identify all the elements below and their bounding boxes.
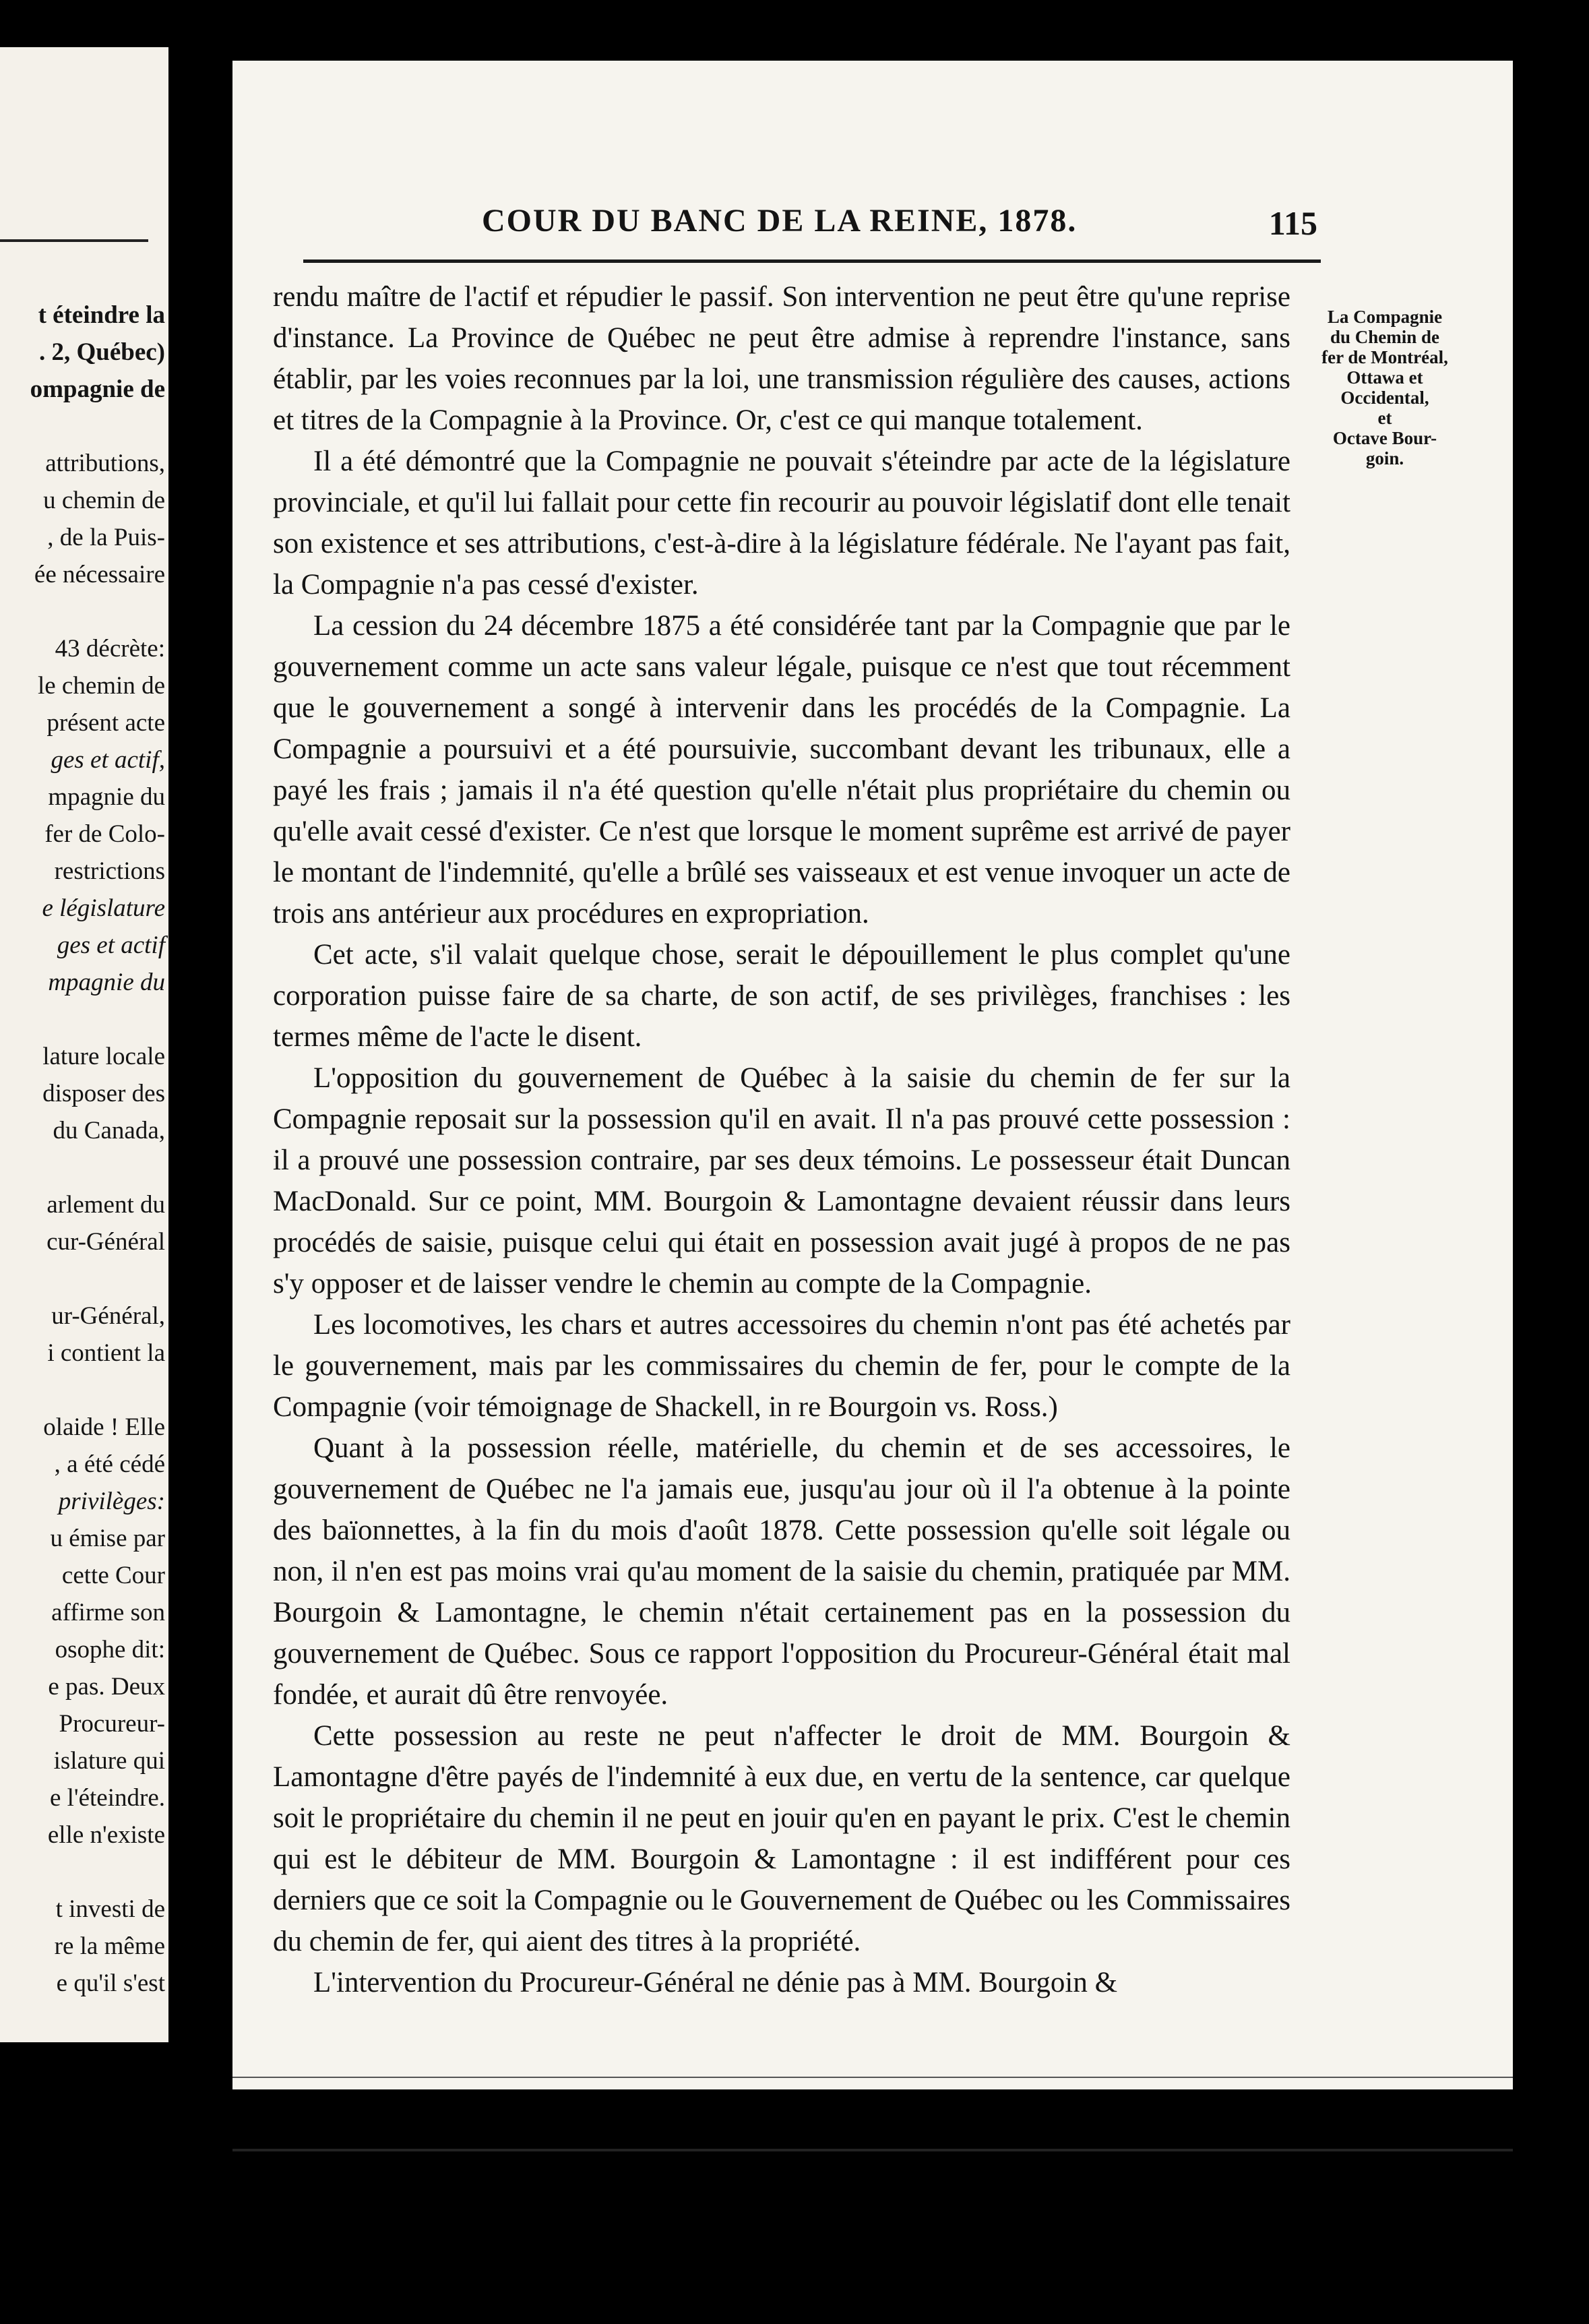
facing-page-line: osophe dit: bbox=[55, 1636, 165, 1663]
paragraph: L'intervention du Procureur-Général ne dénie pas à MM. Bourgoin & bbox=[313, 1967, 1118, 1998]
facing-page-line: présent acte bbox=[46, 709, 165, 737]
facing-page-text bbox=[0, 297, 165, 2002]
facing-page-line bbox=[0, 1260, 165, 1297]
facing-page-line: mpagnie du bbox=[48, 969, 165, 996]
facing-page-line bbox=[0, 1372, 165, 1409]
facing-page-line: ompagnie de bbox=[30, 375, 165, 403]
facing-page-line: cur-Général bbox=[46, 1228, 165, 1256]
facing-page-line bbox=[0, 1854, 165, 1891]
facing-page-line: 43 décrète: bbox=[55, 635, 165, 663]
facing-page-line: t investi de bbox=[55, 1895, 165, 1923]
facing-page-line: ur-Général, bbox=[51, 1302, 165, 1330]
facing-page-line: lature locale bbox=[42, 1043, 165, 1070]
facing-page-line: i contient la bbox=[47, 1339, 165, 1367]
facing-page-line bbox=[0, 1149, 165, 1186]
header-rule bbox=[303, 259, 1321, 263]
margin-note-line: La Compagnie bbox=[1327, 307, 1443, 327]
facing-page-line: restrictions bbox=[54, 857, 165, 885]
facing-page-line: ée nécessaire bbox=[34, 561, 165, 588]
facing-page-line: e législature bbox=[42, 894, 165, 922]
paragraph: Il a été démontré que la Compagnie ne pouvait s'éteindre par acte de la législature provinciale, et qu'il lui fallait pour cette fin recourir au pouvoir législatif dont elle tenait son existence et ses attributions, c'est-à-dire à la législature fédérale. Ne l'ayant pas fait, la Compagnie n'a pas cessé d'exister. bbox=[273, 446, 1290, 601]
margin-note-line: goin. bbox=[1365, 448, 1404, 468]
facing-page-line: re la même bbox=[54, 1932, 165, 1960]
facing-page-line: cette Cour bbox=[61, 1562, 165, 1589]
facing-page-line: mpagnie du bbox=[48, 783, 165, 811]
facing-page-line: olaide ! Elle bbox=[43, 1413, 165, 1441]
footer-rule-thin bbox=[232, 2077, 1513, 2078]
facing-page-line: disposer des bbox=[42, 1080, 165, 1107]
margin-note-line: et bbox=[1377, 408, 1392, 428]
paragraph: Quant à la possession réelle, matérielle, du chemin et de ses accessoires, le gouvernement de Québec ne l'a jamais eue, jusqu'au jour où il l'a obtenue à la pointe des baïonnettes, à la fin du mois d'août 1878. Cette possession qu'elle soit légale ou non, il n'en est pas moins vrai qu'au moment de la saisie du chemin, pratiquée par MM. Bourgoin & Lamontagne, le chemin n'était certainement pas en la possession du gouvernement de Québec. Sous ce rapport l'opposition du Procureur-Général était mal fondée, et aurait dû être renvoyée. bbox=[273, 1432, 1290, 1711]
facing-page-line: e l'éteindre. bbox=[49, 1784, 165, 1812]
facing-page-line: u chemin de bbox=[43, 487, 165, 514]
margin-note-line: du Chemin de bbox=[1330, 327, 1440, 347]
facing-page-line: u émise par bbox=[50, 1525, 165, 1552]
facing-page-fragment bbox=[0, 47, 168, 2042]
paragraph: Les locomotives, les chars et autres accessoires du chemin n'ont pas été achetés par le gouvernement, mais par les commissaires du chemin de fer, pour le compte de la Compagnie (voir témoignage de Shackell, in re Bourgoin vs. Ross.) bbox=[273, 1309, 1290, 1423]
facing-page-line: e pas. Deux bbox=[48, 1673, 165, 1701]
margin-note bbox=[1287, 307, 1483, 468]
facing-page-line: . 2, Québec) bbox=[38, 338, 165, 366]
facing-page-line: ges et actif bbox=[57, 931, 165, 959]
paragraph: La cession du 24 décembre 1875 a été considérée tant par la Compagnie que par le gouvernement comme un acte sans valeur légale, puisque ce n'est que tout récemment que le gouvernement a songé à intervenir dans les procédés de la Compagnie. La Compagnie a poursuivi et a été poursuivie, succombant devant les tribunaux, elle a payé les frais ; jamais il n'a été question qu'elle n'était plus propriétaire du chemin ou qu'elle avait cessé d'exister. Ce n'est que lorsque le moment suprême est arrivé de payer le montant de l'indemnité, qu'elle a brûlé ses vaisseaux et est venue invoquer un acte de trois ans antérieur aux procédures en expropriation. bbox=[273, 610, 1290, 929]
facing-page-line: islature qui bbox=[53, 1747, 165, 1775]
running-head: COUR DU BANC DE LA REINE, 1878. bbox=[482, 203, 1078, 239]
facing-page-line: t éteindre la bbox=[38, 301, 165, 329]
facing-page-line bbox=[0, 408, 165, 445]
facing-page-line: arlement du bbox=[46, 1191, 165, 1219]
page-number: 115 bbox=[1268, 204, 1317, 242]
facing-page-line: ges et actif, bbox=[51, 746, 165, 774]
facing-page-line: e qu'il s'est bbox=[56, 1969, 165, 1997]
page bbox=[232, 61, 1513, 2089]
facing-page-line: elle n'existe bbox=[47, 1821, 165, 1849]
facing-page-line bbox=[0, 593, 165, 630]
paragraph: Cette possession au reste ne peut n'affecter le droit de MM. Bourgoin & Lamontagne d'être payés de l'indemnité à eux due, en vertu de la sentence, car quelque soit le propriétaire du chemin il ne peut en jouir qu'en en payant le prix. C'est le chemin qui est le débiteur de MM. Bourgoin & Lamontagne : il est indifférent pour ces derniers que ce soit la Compagnie ou le Gouvernement de Québec ou les Commissaires du chemin de fer, qui aient des titres à la propriété. bbox=[273, 1720, 1290, 1957]
facing-page-line: , de la Puis- bbox=[47, 524, 165, 551]
facing-page-line: le chemin de bbox=[37, 672, 165, 700]
margin-note-line: Ottawa et bbox=[1346, 367, 1423, 388]
facing-page-line: , a été cédé bbox=[54, 1450, 165, 1478]
margin-note-line: Octave Bour- bbox=[1332, 428, 1437, 448]
paragraph: Cet acte, s'il valait quelque chose, serait le dépouillement le plus complet qu'une corporation puisse faire de sa charte, de son actif, de ses privilèges, franchises : les termes même de l'acte le disent. bbox=[273, 939, 1290, 1053]
footer-rule bbox=[232, 2149, 1513, 2151]
facing-page-rule bbox=[0, 239, 148, 242]
facing-page-line: Procureur- bbox=[59, 1710, 165, 1738]
facing-page-line bbox=[0, 1001, 165, 1038]
facing-page-line: privilèges: bbox=[58, 1488, 165, 1515]
paragraph: rendu maître de l'actif et répudier le passif. Son intervention ne peut être qu'une reprise d'instance. La Province de Québec ne peut être admise à reprendre l'instance, sans établir, par les voies reconnues par la loi, une transmission régulière des causes, actions et titres de la Compagnie à la Province. Or, c'est ce qui manque totalement. bbox=[273, 281, 1290, 436]
facing-page-line: fer de Colo- bbox=[44, 820, 165, 848]
margin-note-line: fer de Montréal, bbox=[1321, 347, 1448, 367]
body-text bbox=[273, 276, 1290, 2003]
paragraph: L'opposition du gouvernement de Québec à la saisie du chemin de fer sur la Compagnie reposait sur la possession qu'il en avait. Il n'a pas prouvé cette possession : il a prouvé une possession contraire, par ses deux témoins. Le possesseur était Duncan MacDonald. Sur ce point, MM. Bourgoin & Lamontagne devaient réussir dans leurs procédés de saisie, puisque celui qui était en possession avait jugé à propos de ne pas s'y opposer et de laisser vendre le chemin au compte de la Compagnie. bbox=[273, 1062, 1290, 1299]
margin-note-line: Occidental, bbox=[1340, 388, 1429, 408]
facing-page-line: affirme son bbox=[51, 1599, 165, 1626]
facing-page-line: attributions, bbox=[45, 450, 165, 477]
page-header bbox=[232, 202, 1317, 243]
facing-page-line: du Canada, bbox=[53, 1117, 165, 1144]
